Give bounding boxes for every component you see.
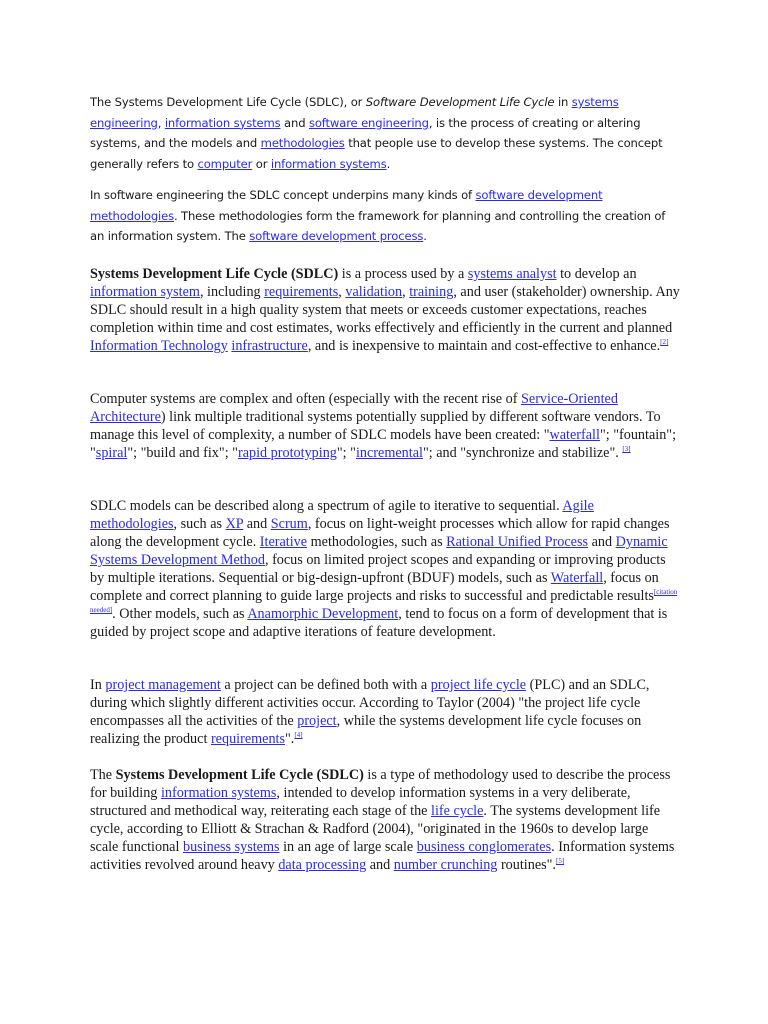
paragraph-2 xyxy=(90,185,680,247)
text: to develop an xyxy=(556,266,637,282)
link-incremental[interactable]: incremental xyxy=(355,445,423,461)
paragraph-7 xyxy=(90,766,680,874)
text: routines". xyxy=(497,857,556,873)
text: , xyxy=(157,115,165,130)
text: and xyxy=(280,115,309,130)
text: SDLC models can be described along a spectrum of agile to iterative to sequential. xyxy=(90,498,563,514)
text: and xyxy=(366,857,394,873)
text: methodologies, such as xyxy=(307,534,447,550)
link-waterfall[interactable]: waterfall xyxy=(549,427,600,443)
text: in xyxy=(554,95,572,109)
link-rational-unified-process[interactable]: Rational Unified Process xyxy=(446,534,589,550)
citation-needed-link[interactable]: [citation needed] xyxy=(90,588,678,614)
bold-term: Systems Development Life Cycle (SDLC) xyxy=(115,767,364,783)
link-xp[interactable]: XP xyxy=(225,516,244,532)
link-scrum[interactable]: Scrum xyxy=(270,516,308,532)
text: . xyxy=(386,156,391,171)
text: ) link multiple traditional systems potentially supplied by different software vendors. To manage this level of complexity, a number of SDLC models have been created: " xyxy=(90,409,661,443)
link-software-engineering[interactable]: software engineering xyxy=(308,115,429,130)
text: . These methodologies form the framework for planning and controlling the creation of an information system. The xyxy=(90,208,666,243)
text: . xyxy=(423,229,427,243)
link-number-crunching[interactable]: number crunching xyxy=(393,857,498,873)
text: Computer systems are complex and often (especially with the recent rise of xyxy=(90,391,522,407)
link-requirements[interactable]: requirements xyxy=(264,284,339,300)
link-dynamic-systems-development-method[interactable]: Dynamic Systems Development Method xyxy=(90,534,668,568)
paragraph-3 xyxy=(90,265,680,355)
text: , is the process of creating or altering systems, and the models and xyxy=(90,115,641,150)
text: , xyxy=(338,284,346,300)
text: , intended to develop information systems in a very deliberate, structured and methodical way, reiterating each stage of the xyxy=(90,785,631,819)
link-training[interactable]: training xyxy=(409,284,454,300)
link-life-cycle[interactable]: life cycle xyxy=(431,803,484,819)
text: , while the systems development life cycle focuses on realizing the product xyxy=(90,713,642,747)
link-infrastructure[interactable]: infrastructure xyxy=(231,338,308,354)
text: and xyxy=(243,516,271,532)
bold-term: Systems Development Life Cycle (SDLC) xyxy=(90,266,339,282)
reference-link[interactable]: [4] xyxy=(294,731,303,739)
link-validation[interactable]: validation xyxy=(345,284,403,300)
reference-link[interactable]: [3] xyxy=(622,445,631,453)
link-agile-methodologies[interactable]: Agile methodologies xyxy=(90,498,594,532)
text: "; "fountain"; " xyxy=(90,427,677,461)
text: , including xyxy=(199,284,265,300)
link-computer[interactable]: computer xyxy=(197,156,253,171)
link-project[interactable]: project xyxy=(297,713,337,729)
text: . Other models, such as xyxy=(112,606,248,622)
paragraph-1 xyxy=(90,92,680,174)
text: , xyxy=(402,284,410,300)
text: is a type of methodology used to describe the process for building xyxy=(90,767,671,801)
link-information-system[interactable]: information system xyxy=(90,284,200,300)
paragraph-6 xyxy=(90,676,680,748)
link-anamorphic-development[interactable]: Anamorphic Development xyxy=(247,606,399,622)
link-project-life-cycle[interactable]: project life cycle xyxy=(430,677,527,693)
link-project-management[interactable]: project management xyxy=(105,677,221,693)
link-information-systems-2[interactable]: information systems xyxy=(270,156,387,171)
text: in an age of large scale xyxy=(279,839,417,855)
text: Software Development Life Cycle xyxy=(365,95,555,109)
text: ". xyxy=(285,731,295,747)
link-systems-engineering[interactable]: systems engineering xyxy=(90,95,619,130)
text: . The systems development life cycle, according to Elliott & Strachan & Radford (2004), "originated in the 1960s to develop large scale functional xyxy=(90,803,661,855)
text: "; " xyxy=(336,445,356,461)
link-information-systems-3[interactable]: information systems xyxy=(160,785,277,801)
link-business-systems[interactable]: business systems xyxy=(182,839,280,855)
text: The xyxy=(90,767,116,783)
link-software-development-process[interactable]: software development process xyxy=(249,229,424,243)
text: "; and "synchronize and stabilize". xyxy=(422,445,623,461)
reference-link[interactable]: [5] xyxy=(555,857,565,865)
text: and xyxy=(588,534,616,550)
text: In software engineering the SDLC concept underpins many kinds of xyxy=(90,188,476,202)
text: or xyxy=(252,156,271,171)
text: , and is inexpensive to maintain and cost-effective to enhance. xyxy=(307,338,661,354)
text: , focus on light-weight processes which allow for rapid changes along the development cycle. xyxy=(90,516,670,550)
link-software-development-methodologies[interactable]: software development methodologies xyxy=(90,188,603,223)
text: that people use to develop these systems. The concept generally refers to xyxy=(90,136,663,171)
link-information-systems[interactable]: information systems xyxy=(164,115,281,130)
link-service-oriented-architecture[interactable]: Service-Oriented Architecture xyxy=(90,391,618,425)
text: , such as xyxy=(173,516,226,532)
text: , tend to focus on a form of development that is guided by project scope and adaptive iterations of feature development. xyxy=(90,606,668,640)
text: (PLC) and an SDLC, during which slightly different activities occur. According to Taylor (2004) "the project life cycle encompasses all the activities of the xyxy=(90,677,650,729)
link-business-conglomerates[interactable]: business conglomerates xyxy=(416,839,552,855)
text: is a process used by a xyxy=(338,266,468,282)
reference-link[interactable]: [2] xyxy=(660,338,669,346)
text: The Systems Development Life Cycle (SDLC), or xyxy=(90,95,366,109)
text: a project can be defined both with a xyxy=(220,677,431,693)
text: , and user (stakeholder) ownership. Any SDLC should result in a high quality system that meets or exceeds customer expectations, reaches completion within time and cost estimates, works effectively and efficiently in the current and planned xyxy=(90,284,680,336)
link-methodologies[interactable]: methodologies xyxy=(260,136,345,150)
link-information-technology[interactable]: Information Technology xyxy=(90,338,228,354)
text: , focus on limited project scopes and expanding or improving products by multiple iterations. Sequential or big-design-upfront (BDUF) models, such as xyxy=(90,552,666,586)
link-requirements-2[interactable]: requirements xyxy=(210,731,286,747)
text: "; "build and fix"; " xyxy=(127,445,238,461)
link-iterative[interactable]: Iterative xyxy=(259,534,308,550)
paragraph-5 xyxy=(90,497,680,641)
link-systems-analyst[interactable]: systems analyst xyxy=(467,266,557,282)
link-data-processing[interactable]: data processing xyxy=(278,857,367,873)
paragraph-4 xyxy=(90,390,680,462)
link-waterfall-2[interactable]: Waterfall xyxy=(550,570,604,586)
text: , focus on complete and correct planning to guide large projects and risks to successful and predictable results xyxy=(90,570,659,604)
text: . Information systems activities revolved around heavy xyxy=(90,839,675,873)
link-rapid-prototyping[interactable]: rapid prototyping xyxy=(237,445,337,461)
link-spiral[interactable]: spiral xyxy=(95,445,128,461)
text: In xyxy=(90,677,106,693)
